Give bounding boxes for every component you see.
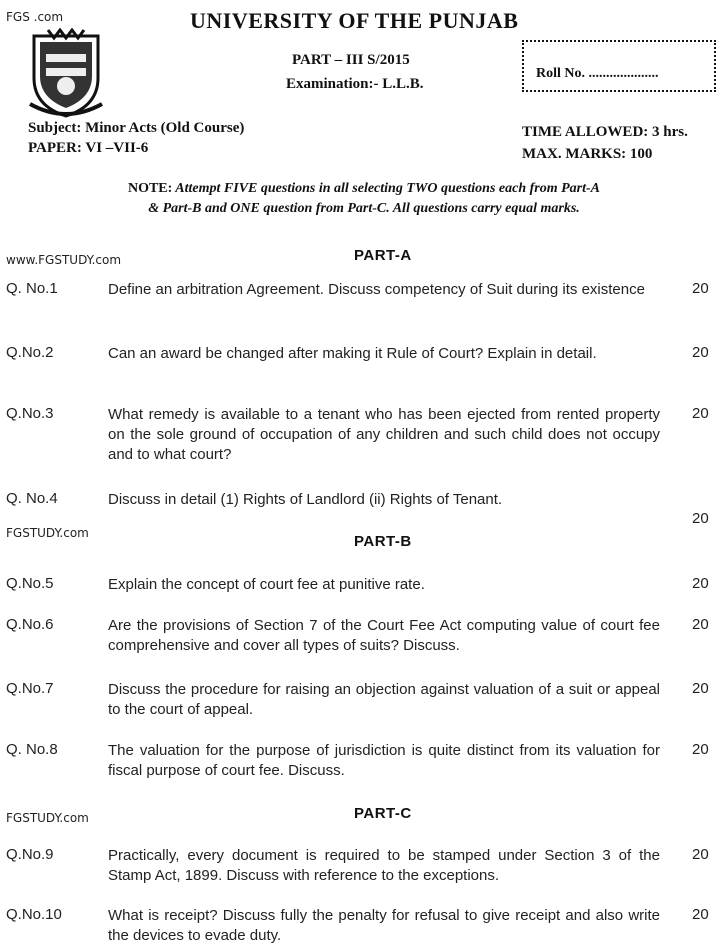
question-marks: 20 [692, 741, 709, 758]
note-line-2: & Part-B and ONE question from Part-C. All questions carry equal marks. [148, 201, 580, 216]
question-text: The valuation for the purpose of jurisdiction is quite distinct from its valuation for fiscal purpose of court fee. Discuss. [108, 742, 660, 779]
question-number: Q. No.1 [6, 280, 58, 297]
university-title: UNIVERSITY OF THE PUNJAB [190, 8, 519, 33]
question-text: Explain the concept of court fee at punitive rate. [108, 576, 425, 593]
university-crest [28, 28, 104, 118]
max-marks: MAX. MARKS: 100 [522, 146, 653, 162]
subject-label: Subject: Minor Acts (Old Course) [28, 120, 245, 136]
roll-number-box[interactable] [522, 40, 716, 92]
examination-label: Examination:- L.L.B. [286, 76, 424, 92]
question-text: Can an award be changed after making it Rule of Court? Explain in detail. [108, 345, 597, 362]
part-session: PART – III S/2015 [292, 52, 410, 68]
question-marks: 20 [692, 575, 709, 592]
instructions-note [20, 179, 708, 219]
question-marks: 20 [692, 846, 709, 863]
question-number: Q.No.3 [6, 405, 54, 422]
watermark-part-c: FGSTUDY.com [6, 811, 89, 825]
time-allowed: TIME ALLOWED: 3 hrs. [522, 124, 688, 140]
question-text: What remedy is available to a tenant who has been ejected from rented property on the sole ground of occupation of any children and such child does not occupy and to what court? [108, 406, 660, 463]
question-number: Q. No.8 [6, 741, 58, 758]
watermark-top: FGS .com [6, 10, 64, 24]
roll-number-label: Roll No. .................... [536, 66, 659, 81]
crest-emblem [28, 28, 104, 118]
question-marks: 20 [692, 510, 709, 527]
question-text: Discuss in detail (1) Rights of Landlord (ii) Rights of Tenant. [108, 491, 503, 508]
question-text: Practically, every document is required to be stamped under Section 3 of the Stamp Act, 1899. Discuss with reference to the exceptions. [108, 847, 660, 884]
question-number: Q.No.10 [6, 906, 62, 923]
part-b-heading: PART-B [354, 533, 412, 550]
question-marks: 20 [692, 280, 709, 297]
note-lead: NOTE: [127, 181, 173, 196]
question-text: Are the provisions of Section 7 of the Court Fee Act computing value of court fee comprehensive and cover all types of suits? Discuss. [108, 617, 660, 654]
watermark-part-a: www.FGSTUDY.com [6, 253, 122, 267]
part-c-heading: PART-C [354, 805, 412, 822]
question-marks: 20 [692, 616, 709, 633]
watermark-part-b: FGSTUDY.com [6, 526, 89, 540]
note-line-1: Attempt FIVE questions in all selecting TWO questions each from Part-A [175, 181, 601, 196]
part-a-heading: PART-A [354, 247, 412, 264]
question-marks: 20 [692, 906, 709, 923]
question-text: Define an arbitration Agreement. Discuss competency of Suit during its existence [108, 281, 645, 298]
question-text: What is receipt? Discuss fully the penalty for refusal to give receipt and also write the devices to evade duty. [108, 907, 660, 944]
paper-label: PAPER: VI –VII-6 [28, 140, 149, 156]
question-marks: 20 [692, 344, 709, 361]
question-text: Discuss the procedure for raising an objection against valuation of a suit or appeal to the court of appeal. [108, 681, 660, 718]
question-number: Q.No.9 [6, 846, 54, 863]
question-number: Q. No.4 [6, 490, 58, 507]
question-number: Q.No.2 [6, 344, 54, 361]
question-marks: 20 [692, 680, 709, 697]
question-marks: 20 [692, 405, 709, 422]
question-number: Q.No.5 [6, 575, 54, 592]
question-number: Q.No.6 [6, 616, 54, 633]
question-number: Q.No.7 [6, 680, 54, 697]
